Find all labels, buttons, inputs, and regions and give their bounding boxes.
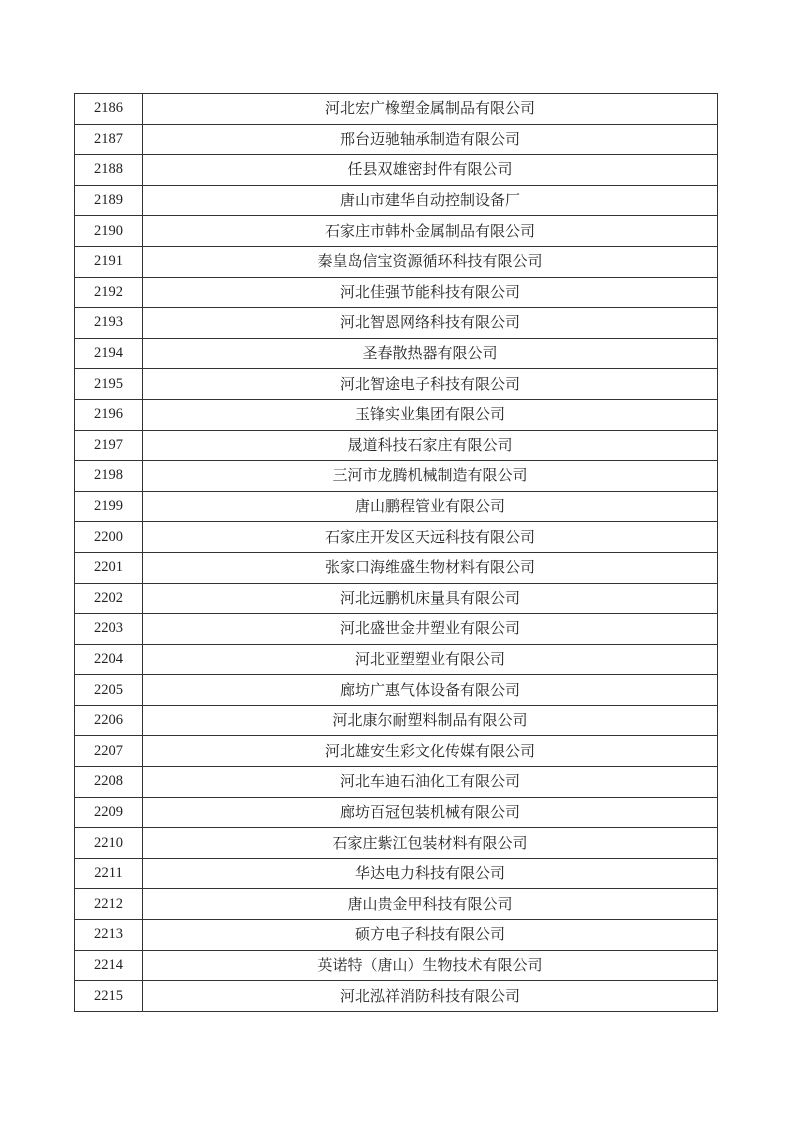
company-list-table	[74, 93, 718, 1012]
table-row	[75, 675, 718, 706]
row-number: 2210	[75, 828, 143, 859]
company-name: 河北宏广橡塑金属制品有限公司	[143, 94, 718, 125]
company-name: 唐山贵金甲科技有限公司	[143, 889, 718, 920]
company-name: 河北智恩网络科技有限公司	[143, 308, 718, 339]
company-name: 张家口海维盛生物材料有限公司	[143, 552, 718, 583]
company-name: 唐山鹏程管业有限公司	[143, 491, 718, 522]
company-name: 石家庄市韩朴金属制品有限公司	[143, 216, 718, 247]
company-name: 秦皇岛信宝资源循环科技有限公司	[143, 246, 718, 277]
row-number: 2189	[75, 185, 143, 216]
table-body	[75, 94, 718, 1012]
row-number: 2199	[75, 491, 143, 522]
row-number: 2206	[75, 705, 143, 736]
company-name: 石家庄紫江包装材料有限公司	[143, 828, 718, 859]
table-row	[75, 767, 718, 798]
table-row	[75, 583, 718, 614]
table-row	[75, 522, 718, 553]
company-name: 硕方电子科技有限公司	[143, 920, 718, 951]
company-name: 晟道科技石家庄有限公司	[143, 430, 718, 461]
table-row	[75, 216, 718, 247]
row-number: 2186	[75, 94, 143, 125]
table-row	[75, 277, 718, 308]
company-name: 河北康尔耐塑料制品有限公司	[143, 705, 718, 736]
row-number: 2197	[75, 430, 143, 461]
row-number: 2205	[75, 675, 143, 706]
row-number: 2214	[75, 950, 143, 981]
company-name: 河北亚塑塑业有限公司	[143, 644, 718, 675]
row-number: 2208	[75, 767, 143, 798]
table-row	[75, 430, 718, 461]
table-row	[75, 920, 718, 951]
row-number: 2193	[75, 308, 143, 339]
row-number: 2209	[75, 797, 143, 828]
table-row	[75, 797, 718, 828]
company-name: 河北远鹏机床量具有限公司	[143, 583, 718, 614]
table-row	[75, 828, 718, 859]
row-number: 2202	[75, 583, 143, 614]
table-row	[75, 94, 718, 125]
row-number: 2196	[75, 399, 143, 430]
company-name: 玉锋实业集团有限公司	[143, 399, 718, 430]
company-name: 唐山市建华自动控制设备厂	[143, 185, 718, 216]
row-number: 2187	[75, 124, 143, 155]
row-number: 2215	[75, 981, 143, 1012]
table-row	[75, 185, 718, 216]
company-name: 河北雄安生彩文化传媒有限公司	[143, 736, 718, 767]
table-row	[75, 369, 718, 400]
row-number: 2192	[75, 277, 143, 308]
company-name: 廊坊广惠气体设备有限公司	[143, 675, 718, 706]
company-name: 邢台迈驰轴承制造有限公司	[143, 124, 718, 155]
row-number: 2194	[75, 338, 143, 369]
table-row	[75, 552, 718, 583]
row-number: 2198	[75, 461, 143, 492]
company-name: 圣春散热器有限公司	[143, 338, 718, 369]
company-name: 三河市龙腾机械制造有限公司	[143, 461, 718, 492]
row-number: 2190	[75, 216, 143, 247]
row-number: 2213	[75, 920, 143, 951]
table-row	[75, 461, 718, 492]
table-row	[75, 858, 718, 889]
table-row	[75, 308, 718, 339]
table-row	[75, 246, 718, 277]
company-name: 河北佳强节能科技有限公司	[143, 277, 718, 308]
table-row	[75, 889, 718, 920]
row-number: 2195	[75, 369, 143, 400]
row-number: 2191	[75, 246, 143, 277]
table-row	[75, 644, 718, 675]
table-row	[75, 950, 718, 981]
row-number: 2203	[75, 614, 143, 645]
table-row	[75, 981, 718, 1012]
table-row	[75, 124, 718, 155]
company-name: 石家庄开发区天远科技有限公司	[143, 522, 718, 553]
company-name: 英诺特（唐山）生物技术有限公司	[143, 950, 718, 981]
row-number: 2207	[75, 736, 143, 767]
company-name: 华达电力科技有限公司	[143, 858, 718, 889]
table-row	[75, 736, 718, 767]
company-name: 河北车迪石油化工有限公司	[143, 767, 718, 798]
row-number: 2211	[75, 858, 143, 889]
company-name: 廊坊百冠包装机械有限公司	[143, 797, 718, 828]
company-name: 河北智途电子科技有限公司	[143, 369, 718, 400]
row-number: 2212	[75, 889, 143, 920]
row-number: 2188	[75, 155, 143, 186]
table-row	[75, 338, 718, 369]
row-number: 2204	[75, 644, 143, 675]
table-row	[75, 614, 718, 645]
row-number: 2201	[75, 552, 143, 583]
table-row	[75, 491, 718, 522]
row-number: 2200	[75, 522, 143, 553]
table-row	[75, 705, 718, 736]
table-row	[75, 155, 718, 186]
table-row	[75, 399, 718, 430]
company-name: 任县双雄密封件有限公司	[143, 155, 718, 186]
company-name: 河北泓祥消防科技有限公司	[143, 981, 718, 1012]
company-name: 河北盛世金井塑业有限公司	[143, 614, 718, 645]
